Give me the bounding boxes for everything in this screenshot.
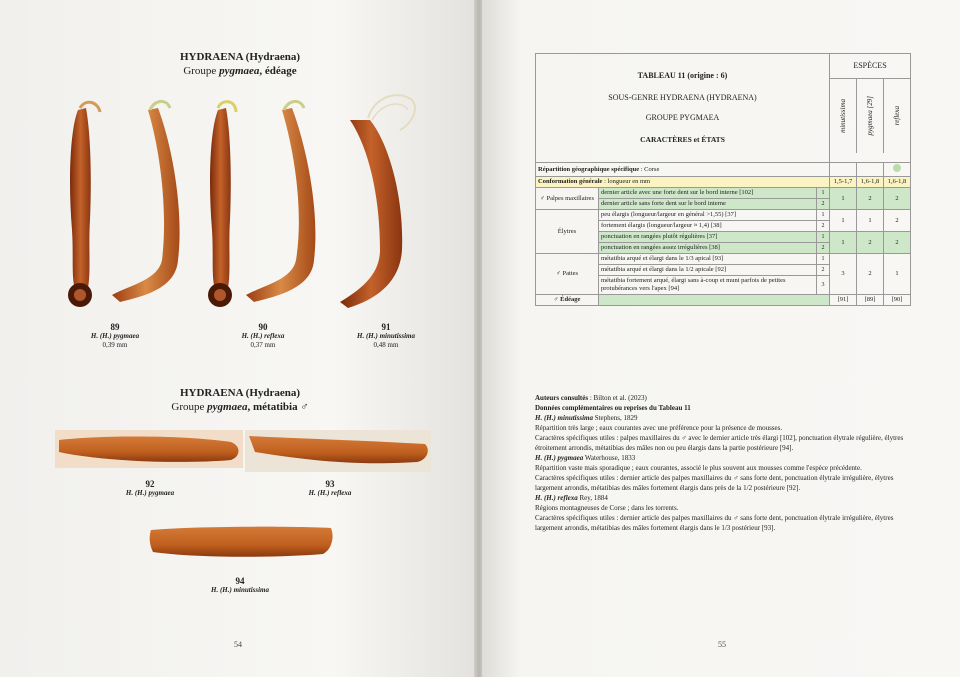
- pattes-minutissima: 3: [830, 254, 857, 295]
- specimen-89-number: 89: [110, 322, 120, 332]
- specimen-91-size: 0,48 mm: [373, 341, 399, 349]
- palpes-state-1: dernier article avec une forte dent sur le bord interne [102]: [599, 188, 817, 199]
- specimen-91-name: H. (H.) minutissima: [357, 332, 415, 340]
- specimen-94-image: [150, 527, 333, 557]
- conformation-minutissima: 1,5-1,7: [830, 177, 857, 188]
- row-conformation: [536, 177, 911, 188]
- row-repartition: [536, 163, 911, 177]
- left-page-number: 54: [234, 640, 242, 649]
- pattes-state-1-code: 1: [817, 254, 830, 265]
- table-header-cell: [536, 54, 830, 163]
- specimen-91-image: [340, 95, 415, 308]
- repartition-reflexa: [884, 163, 911, 177]
- elytres-punct-reflexa: 2: [884, 232, 911, 254]
- repartition-label: Répartition géographique spécifique: [538, 165, 640, 173]
- heading-edeage-group: pygmaea: [219, 65, 260, 77]
- entry-minutissima-caracteres: Caractères spécifiques utiles : palpes maxillaires du ♂ avec le dernier article très élargi [102], ponctuation élytrale régulière, élytres étroitement arrondis, métatibias des mâles non ou peu élargis dans la partie postérieure [94].: [535, 434, 904, 452]
- specimen-89-right-image: [112, 101, 180, 302]
- specimen-89-size: 0,39 mm: [102, 341, 128, 349]
- heading-edeage-pre: Groupe: [183, 65, 220, 77]
- pattes-reflexa: 1: [884, 254, 911, 295]
- especes-title: ESPÈCES: [830, 54, 910, 79]
- pattes-state-1: métatibia arqué et élargi dans le 1/3 apical [93]: [599, 254, 817, 265]
- specimen-94-number: 94: [235, 576, 245, 586]
- pattes-state-2: métatibia arqué et élargi dans la 1/2 apicale [92]: [599, 265, 817, 276]
- table-title: TABLEAU 11 (origine : 6): [637, 71, 728, 80]
- species-col-minutissima: [830, 79, 857, 153]
- edeage-group-label: ♂ Édéage: [536, 295, 599, 306]
- specimen-92-caption: [90, 480, 210, 498]
- specimen-90-number: 90: [258, 322, 268, 332]
- entry-minutissima-repartition: Répartition très large ; eaux courantes avec une préférence pour la présence de mousses.: [535, 424, 783, 432]
- entry-reflexa-repartition: Régions montagneuses de Corse ; dans les torrents.: [535, 504, 679, 512]
- repartition-cell: [536, 163, 830, 177]
- palpes-state-1-code: 1: [817, 188, 830, 199]
- elytres-punct-state-1: ponctuation en rangées plutôt régulières [37]: [599, 232, 817, 243]
- elytres-punct-pygmaea: 2: [857, 232, 884, 254]
- palpes-state-2: dernier article sans forte dent sur le bord interne: [599, 199, 817, 210]
- auteurs-value: : Bilton et al. (2023): [588, 394, 647, 402]
- edeage-pygmaea: [89]: [857, 295, 884, 306]
- specimen-89-caption: [60, 323, 170, 350]
- specimen-94-caption: [180, 577, 300, 595]
- elytres-punct-state-2-code: 2: [817, 243, 830, 254]
- tableau-11: [535, 53, 911, 306]
- especes-header: [830, 54, 911, 163]
- specimen-89-name: H. (H.) pygmaea: [90, 332, 140, 340]
- specimen-93-name: H. (H.) reflexa: [308, 489, 352, 497]
- entry-reflexa-name: H. (H.) reflexa: [535, 494, 578, 502]
- entry-minutissima-name: H. (H.) minutissima: [535, 414, 593, 422]
- right-page-number: 55: [718, 640, 726, 649]
- elytres-group-label: Élytres: [536, 210, 599, 254]
- palpes-pygmaea: 2: [857, 188, 884, 210]
- elytres-shape-state-1-code: 1: [817, 210, 830, 221]
- heading-metatibia-post: , métatibia ♂: [247, 401, 309, 413]
- metatibia-illustrations: [55, 430, 435, 580]
- species-col-minutissima-label: minutissima: [839, 99, 847, 133]
- palpes-minutissima: 1: [830, 188, 857, 210]
- edeage-minutissima: [91]: [830, 295, 857, 306]
- specimen-93-number: 93: [325, 479, 335, 489]
- heading-edeage: [150, 50, 330, 78]
- conformation-cell: [536, 177, 830, 188]
- pattes-pygmaea: 2: [857, 254, 884, 295]
- repartition-value: : Corse: [639, 165, 660, 173]
- elytres-punct-state-2: ponctuation en rangées assez irrégulières [38]: [599, 243, 817, 254]
- pattes-state-3: métatibia fortement arqué, élargi sans à-coup et muni parfois de petites protubérances vers l'apex [94]: [599, 276, 817, 295]
- heading-edeage-title: HYDRAENA (Hydraena): [179, 51, 301, 63]
- elytres-shape-minutissima: 1: [830, 210, 857, 232]
- pattes-state-3-code: 3: [817, 276, 830, 295]
- elytres-shape-state-2-code: 2: [817, 221, 830, 232]
- aedeagus-illustrations: [50, 90, 440, 320]
- edeage-state-cell: [599, 295, 830, 306]
- entry-pygmaea-author: Waterhouse, 1833: [583, 454, 636, 462]
- specimen-90-right-image: [246, 101, 315, 302]
- elytres-shape-reflexa: 2: [884, 210, 911, 232]
- auteurs-label: Auteurs consultés: [535, 394, 589, 402]
- entry-reflexa-caracteres: Caractères spécifiques utiles : dernier article des palpes maxillaires du ♂ sans forte dent, ponctuation élytrale irrégulière, élytres largement arrondis, métatibias des mâles fortement élargis dans le 1/3 postérieur [93].: [535, 514, 894, 532]
- heading-metatibia-pre: Groupe: [171, 401, 208, 413]
- elytres-punct-minutissima: 1: [830, 232, 857, 254]
- table-caracteres-heading: CARACTÈRES et ÉTATS: [640, 135, 725, 144]
- elytres-shape-pygmaea: 1: [857, 210, 884, 232]
- table-group: GROUPE PYGMAEA: [645, 113, 720, 122]
- species-col-pygmaea: [857, 79, 884, 153]
- specimen-94-name: H. (H.) minutissima: [211, 586, 269, 594]
- corse-dot-icon: [893, 164, 901, 172]
- entry-pygmaea-caracteres: Caractères spécifiques utiles : dernier article des palpes maxillaires du ♂ sans forte dent, ponctuation élytrale irrégulière, élytres largement arrondis, métatibias des mâles fortement élargis dans près de la 1/2 postérieure [92].: [535, 474, 894, 492]
- species-col-reflexa-label: reflexa: [893, 106, 901, 126]
- heading-metatibia-group: pygmaea: [207, 401, 248, 413]
- conformation-value: : longueur en mm: [602, 178, 651, 185]
- palpes-state-2-code: 2: [817, 199, 830, 210]
- specimen-90-size: 0,37 mm: [250, 341, 276, 349]
- specimen-90-caption: [208, 323, 318, 350]
- entry-pygmaea-repartition: Répartition vaste mais sporadique ; eaux courantes, associé le plus souvent aux mousses comme l'espèce précédente.: [535, 464, 862, 472]
- conformation-label: Conformation générale: [538, 178, 603, 185]
- pattes-state-2-code: 2: [817, 265, 830, 276]
- specimen-93-caption: [270, 480, 390, 498]
- repartition-pygmaea: [857, 163, 884, 177]
- conformation-pygmaea: 1,6-1,8: [857, 177, 884, 188]
- specimen-90-name: H. (H.) reflexa: [241, 332, 285, 340]
- specimen-92-number: 92: [145, 479, 155, 489]
- specimen-92-name: H. (H.) pygmaea: [125, 489, 175, 497]
- heading-metatibia-title: HYDRAENA (Hydraena): [179, 387, 301, 399]
- species-col-reflexa: [884, 79, 910, 153]
- palpes-group-label: ♂ Palpes maxillaires: [536, 188, 599, 210]
- specimen-90-left-image: [208, 102, 236, 307]
- edeage-reflexa: [90]: [884, 295, 911, 306]
- repartition-minutissima: [830, 163, 857, 177]
- elytres-shape-state-1: peu élargis (longueur/largeur en général >1,55) [37]: [599, 210, 817, 221]
- table-subgenus: SOUS-GENRE HYDRAENA (HYDRAENA): [608, 93, 757, 102]
- right-page-text: [535, 393, 911, 533]
- specimen-91-caption: [326, 323, 446, 350]
- palpes-reflexa: 2: [884, 188, 911, 210]
- specimen-89-left-image: [68, 102, 100, 307]
- specimen-91-number: 91: [381, 322, 391, 332]
- elytres-punct-state-1-code: 1: [817, 232, 830, 243]
- elytres-shape-state-2: fortement élargis (longueur/largeur ≈ 1,4) [38]: [599, 221, 817, 232]
- conformation-reflexa: 1,6-1,8: [884, 177, 911, 188]
- species-col-pygmaea-label: pygmaea [29]: [866, 96, 874, 136]
- entry-pygmaea-name: H. (H.) pygmaea: [535, 454, 584, 462]
- heading-metatibia: [150, 386, 330, 414]
- heading-edeage-post: , édéage: [259, 65, 297, 77]
- entry-reflexa-author: Rey, 1884: [577, 494, 608, 502]
- left-page: [0, 0, 476, 677]
- entry-minutissima-author: Stephens, 1829: [592, 414, 638, 422]
- pattes-group-label: ♂ Pattes: [536, 254, 599, 295]
- donnees-title: Données complémentaires ou reprises du Tableau 11: [535, 404, 691, 412]
